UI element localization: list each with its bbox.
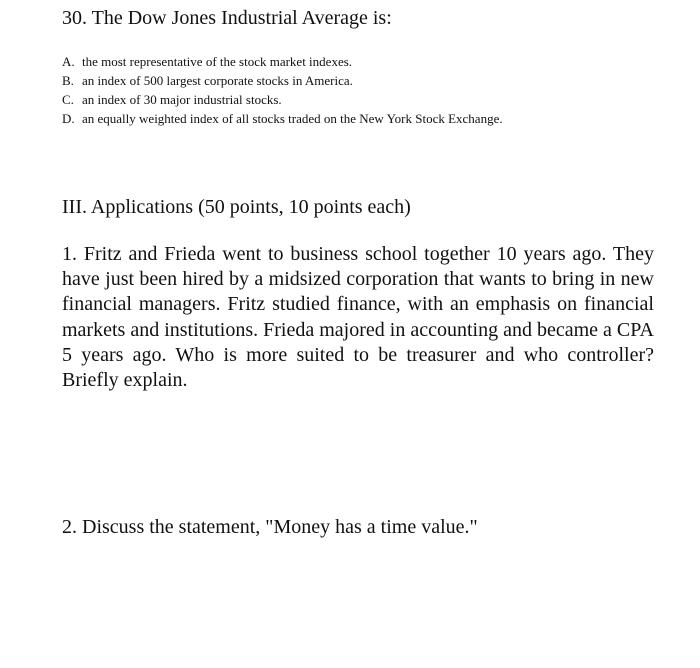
option-text: an index of 30 major industrial stocks.	[82, 92, 282, 107]
question-30-options	[62, 52, 542, 128]
option-d	[62, 109, 542, 128]
option-b	[62, 71, 542, 90]
section-heading: III. Applications (50 points, 10 points each)	[62, 196, 411, 218]
option-c	[62, 90, 542, 109]
option-text: the most representative of the stock market indexes.	[82, 54, 353, 69]
option-letter: A.	[62, 54, 75, 69]
question-30-title: 30. The Dow Jones Industrial Average is:	[62, 7, 392, 29]
application-question-2: 2. Discuss the statement, "Money has a time value."	[62, 516, 478, 538]
option-letter: C.	[62, 92, 74, 107]
application-question-1: 1. Fritz and Frieda went to business school together 10 years ago. They have just been hired by a midsized corporation that wants to bring in new financial managers. Fritz studied finance, with an emphasis on financial markets and institutions. Frieda majored in accounting and became a CPA 5 years ago. Who is more suited to be treasurer and who controller? Briefly explain.	[62, 243, 654, 392]
option-letter: D.	[62, 111, 75, 126]
option-a	[62, 52, 542, 71]
option-text: an equally weighted index of all stocks traded on the New York Stock Exchange.	[82, 111, 503, 126]
option-text: an index of 500 largest corporate stocks in America.	[82, 73, 353, 88]
option-letter: B.	[62, 73, 74, 88]
